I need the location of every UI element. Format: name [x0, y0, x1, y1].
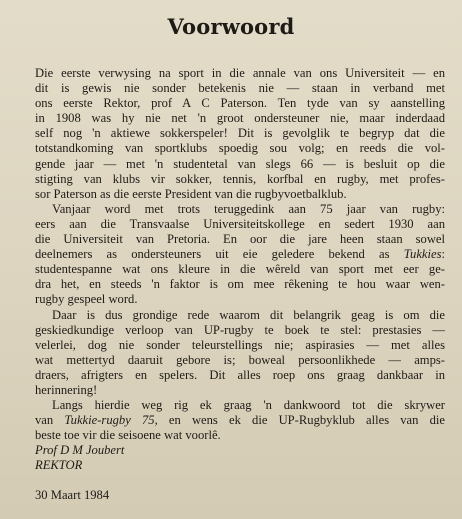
- text-line: self nog 'n aktiewe sokkerspeler! Dit is gevolglik te begryp dat die: [35, 126, 445, 141]
- text-line: studentespanne wat ons kleure in die wêreld van sport met eer ge-: [35, 262, 445, 277]
- text-line: deelnemers as ondersteuners uit eie geledere bekend as Tukkies:: [35, 247, 445, 262]
- paragraph-3: [35, 308, 445, 399]
- text-line: sor Paterson as die eerste President van die rugbyvoetbalklub.: [35, 186, 347, 201]
- text-line: van Tukkie-rugby 75, en wens ek die UP-Rugbyklub alles van die: [35, 413, 445, 428]
- text-line: die Universiteit van Pretoria. En oor die jare heen staan sowel: [35, 232, 445, 247]
- text-line: Die eerste verwysing na sport in die annale van ons Universiteit — en: [35, 66, 445, 80]
- italic-emphasis: Tukkies: [403, 247, 442, 262]
- text-line: gende jaar — met 'n studentetal van slegs 66 — is besluit op die: [35, 156, 445, 171]
- paragraph-2: [35, 202, 445, 308]
- text-line: dra het, en steeds 'n faktor is om mee rêkening te hou waar wen-: [35, 277, 445, 292]
- italic-emphasis: Tukkie-rugby 75: [64, 413, 155, 428]
- signatory-name: Prof D M Joubert: [35, 443, 125, 457]
- text-line: geskiedkundige verloop van UP-rugby te boek te stel: prestasies —: [35, 322, 445, 337]
- text-line: in 1908 was hy nie net 'n groot ondersteuner nie, maar inderdaad: [35, 111, 445, 126]
- text-line: herinnering!: [35, 382, 98, 397]
- paragraph-1: [35, 66, 445, 202]
- text-line: totstandkoming van sportklubs spoedig sou volg; en reeds die vol-: [35, 141, 445, 156]
- paragraph-4: [35, 398, 445, 443]
- text-line: beste toe vir die seisoene wat voorlê.: [35, 428, 221, 443]
- page-title: Voorwoord: [167, 14, 295, 39]
- text-line: Vanjaar word met trots teruggedink aan 75 jaar van rugby:: [52, 201, 445, 216]
- signatory-role: REKTOR: [35, 458, 83, 472]
- text-line: velerlei, dog nie sonder teleurstellings nie; aspirasies — met alles: [35, 337, 445, 352]
- text-line: Daar is dus grondige rede waarom dit belangrik geag is om die: [52, 307, 445, 322]
- text-line: draers, afrigters en spelers. Dit alles roep ons graag dankbaar in: [35, 367, 445, 382]
- text-line: Langs hierdie weg rig ek graag 'n dankwoord tot die skrywer: [52, 398, 445, 413]
- text-line: ons eerste Rektor, prof A C Paterson. Ten tyde van sy aanstelling: [35, 96, 445, 111]
- text-line: rugby gespeel word.: [35, 292, 138, 307]
- text-line: dit is gewis nie sonder betekenis nie — staan in verband met: [35, 81, 445, 96]
- text-line: eers aan die Transvaalse Universiteitskollege en sedert 1930 aan: [35, 216, 445, 231]
- foreword-date: 30 Maart 1984: [35, 488, 110, 502]
- text-line: wat mettertyd daaruit gebore is; boweal persoonlikhede — amps-: [35, 352, 445, 367]
- foreword-body: [35, 66, 445, 443]
- text-line: stigting van klubs vir sokker, tennis, korfbal en rugby, met profes-: [35, 171, 445, 186]
